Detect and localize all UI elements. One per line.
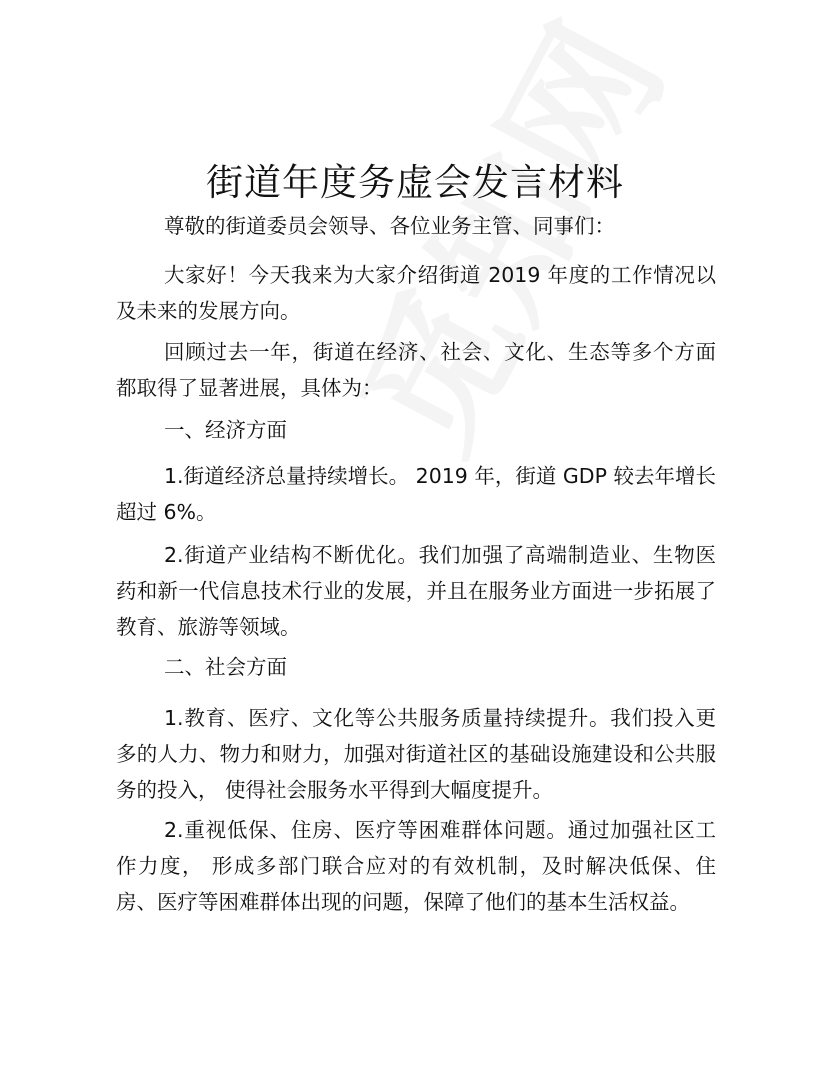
economy-item-1: 1.街道经济总量持续增长。 2019 年，街道 GDP 较去年增长超过 6%。 — [116, 464, 716, 524]
greeting-paragraph: 尊敬的街道委员会领导、各位业务主管、同事们： — [164, 214, 615, 238]
section-heading-society: 二、社会方面 — [164, 655, 287, 679]
section-heading-economy: 一、经济方面 — [164, 418, 287, 442]
review-paragraph: 回顾过去一年，街道在经济、社会、文化、生态等多个方面都取得了显著进展，具体为： — [116, 340, 716, 400]
economy-item-2: 2.街道产业结构不断优化。我们加强了高端制造业、生物医药和新一代信息技术行业的发展，并且在服务业方面进一步拓展了教育、旅游等领域。 — [116, 543, 716, 639]
society-item-2: 2.重视低保、住房、医疗等困难群体问题。通过加强社区工作力度， 形成多部门联合应对的有效机制，及时解决低保、住房、医疗等困难群体出现的问题，保障了他们的基本生活权益。 — [116, 818, 716, 914]
society-item-1: 1.教育、医疗、文化等公共服务质量持续提升。我们投入更多的人力、物力和财力，加强对街道社区的基础设施建设和公共服务的投入， 使得社会服务水平得到大幅度提升。 — [116, 706, 716, 802]
intro-paragraph: 大家好！今天我来为大家介绍街道 2019 年度的工作情况以及未来的发展方向。 — [116, 263, 716, 323]
document-title: 街道年度务虚会发言材料 — [206, 160, 624, 204]
